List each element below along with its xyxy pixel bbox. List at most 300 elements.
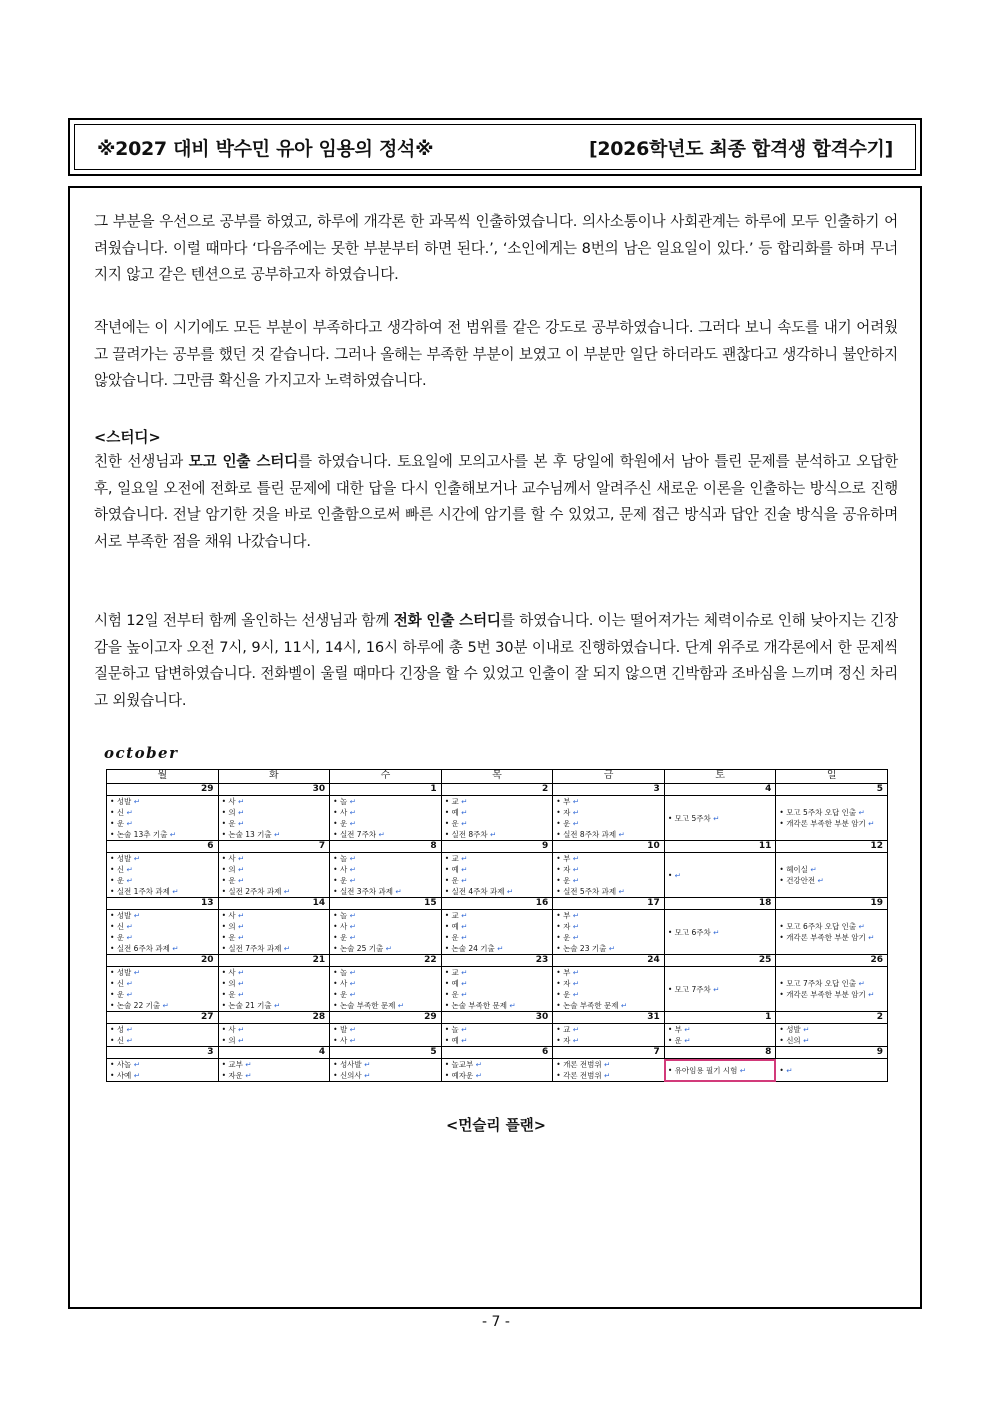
bullet-icon: • [444,979,452,988]
task-text: 모고 6주차 오답 인출 [786,922,857,931]
calendar-task-item [333,967,438,978]
calendar-task-item [222,853,327,864]
calendar-task-item [668,870,773,881]
calendar-task-item [222,796,327,807]
calendar-task-item [110,1070,215,1081]
bullet-icon: • [221,911,229,920]
return-mark-icon: ↵ [235,808,245,817]
task-text: 헤이실 [786,865,808,874]
bullet-icon: • [333,1071,340,1080]
calendar-task-item [668,1024,773,1035]
bullet-icon: • [556,808,564,817]
task-text: 예 [451,979,459,988]
calendar-task-item [222,910,327,921]
return-mark-icon: ↵ [570,819,579,828]
return-mark-icon: ↵ [124,819,133,828]
calendar-date-number: 7 [218,841,330,853]
calendar-day-cell [107,1059,219,1082]
task-text: 성발 [116,854,132,863]
calendar-task-item [110,886,215,897]
calendar-task-item [333,864,438,875]
return-mark-icon: ↵ [458,797,468,806]
bullet-icon: • [556,797,564,806]
bullet-icon: • [779,922,787,931]
weekday-header: 월 [107,770,219,784]
calendar-task-item [110,943,215,954]
calendar-task-item [556,853,661,864]
task-text: 예 [451,922,459,931]
task-text: 논술 부족한 문제 [339,1001,396,1010]
task-text: 부 [563,911,571,920]
calendar-task-row [107,1059,888,1082]
return-mark-icon: ↵ [458,1036,468,1045]
task-text: 운 [116,990,125,999]
return-mark-icon: ↵ [856,979,865,988]
bullet-icon: • [333,819,340,828]
calendar-day-cell [553,910,665,955]
return-mark-icon: ↵ [786,1065,793,1075]
task-text: 운 [451,819,459,828]
calendar-date-number: 2 [441,784,553,796]
bullet-icon: • [221,990,229,999]
calendar-task-item [110,875,215,886]
calendar-date-row [107,898,888,910]
calendar-task-item [445,1059,550,1070]
return-mark-icon: ↵ [570,1036,579,1045]
task-text: 신 [116,808,125,817]
bullet-icon: • [779,819,787,828]
task-text: 사놀 [116,1060,132,1069]
calendar-task-item [333,1035,438,1046]
return-mark-icon: ↵ [458,854,468,863]
calendar-date-number: 30 [441,1012,553,1024]
calendar-task-item [222,886,327,897]
calendar-task-item [779,875,884,886]
bullet-icon: • [221,865,229,874]
calendar-day-cell [553,967,665,1012]
return-mark-icon: ↵ [242,1071,252,1080]
return-mark-icon: ↵ [458,808,468,817]
calendar-task-item [222,943,327,954]
bullet-icon: • [333,968,340,977]
calendar-day-cell [218,853,330,898]
bullet-icon: • [444,887,452,896]
weekday-header: 수 [330,770,442,784]
bullet-icon: • [556,887,564,896]
calendar-day-cell [776,1024,888,1047]
return-mark-icon: ↵ [131,1071,140,1080]
return-mark-icon: ↵ [124,933,133,942]
task-text: 신의사 [339,1071,362,1080]
calendar-task-item [556,886,661,897]
calendar-date-number: 3 [107,1047,219,1059]
task-text: 부 [563,797,571,806]
calendar-day-cell [553,796,665,841]
task-text: 논술 13 기출 [228,830,272,839]
calendar-task-item [779,932,884,943]
bullet-icon: • [110,808,117,817]
task-text: 교 [451,911,459,920]
return-mark-icon: ↵ [347,797,356,806]
bullet-icon: • [444,819,452,828]
bullet-icon: • [667,1036,675,1045]
return-mark-icon: ↵ [458,1025,468,1034]
return-mark-icon: ↵ [131,968,140,977]
weekday-header: 목 [441,770,553,784]
task-text: 놀 [339,854,348,863]
calendar-task-item [779,818,884,829]
calendar-task-item [445,818,550,829]
bullet-icon: • [333,1036,340,1045]
bullet-icon: • [221,933,229,942]
return-mark-icon: ↵ [160,1001,169,1010]
calendar-task-item [556,910,661,921]
calendar-task-item [556,1000,661,1011]
calendar-task-item [445,886,550,897]
task-text: 운 [339,876,348,885]
task-text: 모고 6주차 [674,927,711,937]
bullet-icon: • [110,854,117,863]
task-text: 부 [674,1025,682,1034]
calendar-day-cell [553,1059,665,1082]
task-text: 사 [339,1036,348,1045]
bullet-icon: • [221,876,229,885]
calendar-task-item [222,1059,327,1070]
calendar-day-cell [441,910,553,955]
task-text: 유아임용 필기 시험 [674,1065,738,1075]
calendar-date-number: 25 [664,955,776,967]
calendar-task-item [556,1024,661,1035]
calendar-task-item [445,910,550,921]
bullet-icon: • [333,1060,340,1069]
bullet-icon: • [221,797,229,806]
calendar-task-item [779,1035,884,1046]
task-text: 운 [451,933,459,942]
return-mark-icon: ↵ [674,870,681,880]
calendar-day-cell [664,1024,776,1047]
bullet-icon: • [556,1071,564,1080]
task-text: 교 [451,854,459,863]
calendar-date-number: 4 [218,1047,330,1059]
calendar-date-number: 26 [776,955,888,967]
return-mark-icon: ↵ [169,887,179,896]
task-text: 개각론 부족한 부분 암기 [786,819,866,828]
calendar-task-item [222,1035,327,1046]
calendar-task-item [445,875,550,886]
calendar-task-item [779,807,884,818]
bullet-icon: • [556,911,564,920]
bullet-icon: • [556,1025,564,1034]
calendar-day-cell [218,1024,330,1047]
task-text: 사 [339,979,348,988]
return-mark-icon: ↵ [807,865,817,874]
bullet-icon: • [333,1025,340,1034]
task-text: 모고 7주차 [674,984,711,994]
return-mark-icon: ↵ [504,887,514,896]
bullet-icon: • [444,1071,452,1080]
bullet-icon: • [333,922,340,931]
bullet-icon: • [333,1001,340,1010]
return-mark-icon: ↵ [347,876,356,885]
task-text: 실전 8주차 [451,830,488,839]
calendar-day-cell [218,910,330,955]
bullet-icon: • [779,1025,787,1034]
task-text: 실전 1주차 과제 [116,887,170,896]
return-mark-icon: ↵ [570,990,579,999]
bullet-icon: • [779,808,787,817]
calendar-day-cell [107,1024,219,1047]
return-mark-icon: ↵ [124,922,133,931]
bullet-icon: • [779,1065,787,1075]
return-mark-icon: ↵ [376,830,385,839]
calendar-date-row [107,784,888,796]
return-mark-icon: ↵ [124,1025,133,1034]
calendar-day-cell [441,1059,553,1082]
return-mark-icon: ↵ [800,1025,810,1034]
header-left-title: ※2027 대비 박수민 유아 임용의 정석※ [97,137,434,160]
calendar-weekday-row [107,770,888,784]
return-mark-icon: ↵ [235,1036,245,1045]
calendar-day-cell [107,910,219,955]
bullet-icon: • [444,797,452,806]
weekday-header: 토 [664,770,776,784]
return-mark-icon: ↵ [473,1071,482,1080]
calendar-date-number: 24 [553,955,665,967]
bullet-icon: • [221,922,229,931]
return-mark-icon: ↵ [347,1036,356,1045]
calendar-task-item [556,807,661,818]
task-text: 성사발 [339,1060,362,1069]
calendar-task-item [110,1035,215,1046]
calendar-task-item [445,796,550,807]
bullet-icon: • [444,968,452,977]
bullet-icon: • [779,876,787,885]
task-text: 놀 [339,968,348,977]
return-mark-icon: ↵ [235,979,245,988]
bullet-icon: • [221,1071,229,1080]
return-mark-icon: ↵ [458,922,468,931]
bullet-icon: • [221,979,229,988]
calendar-task-item [445,864,550,875]
bullet-icon: • [110,933,117,942]
return-mark-icon: ↵ [618,1001,628,1010]
calendar-date-number: 23 [441,955,553,967]
bullet-icon: • [221,1036,229,1045]
calendar-task-item [222,1024,327,1035]
calendar-task-item [333,875,438,886]
calendar-task-item [110,818,215,829]
task-text: 부 [563,968,571,977]
calendar-day-cell [218,1059,330,1082]
calendar-date-number: 11 [664,841,776,853]
calendar-task-item [222,967,327,978]
calendar-day-cell [776,910,888,955]
calendar-date-number: 7 [553,1047,665,1059]
bullet-icon: • [444,1060,452,1069]
bullet-icon: • [556,944,564,953]
return-mark-icon: ↵ [570,968,579,977]
calendar-date-number: 22 [330,955,442,967]
bullet-icon: • [556,922,564,931]
calendar-task-item [556,932,661,943]
bullet-icon: • [444,922,452,931]
calendar-date-number: 31 [553,1012,665,1024]
bullet-icon: • [333,808,340,817]
return-mark-icon: ↵ [124,979,133,988]
bullet-icon: • [333,990,340,999]
calendar-task-item [556,1059,661,1070]
task-text: 실전 4주차 과제 [451,887,505,896]
calendar-task-row [107,1024,888,1047]
task-text: 사 [228,797,236,806]
calendar-date-number: 28 [218,1012,330,1024]
return-mark-icon: ↵ [487,830,497,839]
bullet-icon: • [333,830,340,839]
return-mark-icon: ↵ [361,1071,371,1080]
task-text: 사 [339,865,348,874]
return-mark-icon: ↵ [570,876,579,885]
return-mark-icon: ↵ [506,1001,516,1010]
calendar-task-item [222,1070,327,1081]
task-text: 신의 [786,1036,801,1045]
calendar-day-cell [107,967,219,1012]
task-text: 사예 [116,1071,132,1080]
task-text: 실전 2주차 과제 [228,887,282,896]
calendar-task-item [668,1065,773,1076]
calendar-task-item [333,989,438,1000]
task-text: 운 [116,819,125,828]
return-mark-icon: ↵ [235,797,245,806]
calendar-task-item [556,967,661,978]
header-inner [74,124,916,170]
return-mark-icon: ↵ [235,990,245,999]
calendar-day-cell [330,1059,442,1082]
calendar-task-row [107,796,888,841]
calendar-task-item [110,807,215,818]
task-text: 개론 전범위 [563,1060,602,1069]
return-mark-icon: ↵ [865,819,875,828]
task-text: 운 [563,819,571,828]
task-text: 각론 전범위 [563,1071,602,1080]
calendar-task-item [110,796,215,807]
paragraph-4-bold: 전화 인출 스터디 [393,612,501,629]
bullet-icon: • [333,933,340,942]
calendar-task-item [110,1059,215,1070]
task-text: 운 [674,1036,682,1045]
calendar-date-number: 29 [107,784,219,796]
task-text: 논술 23 기출 [563,944,607,953]
bullet-icon: • [110,968,117,977]
bullet-icon: • [556,990,564,999]
task-text: 논술 부족한 문제 [451,1001,507,1010]
return-mark-icon: ↵ [570,979,579,988]
return-mark-icon: ↵ [235,854,245,863]
return-mark-icon: ↵ [392,887,402,896]
return-mark-icon: ↵ [856,808,865,817]
return-mark-icon: ↵ [710,984,720,994]
header-right-title: [2026학년도 최종 합격생 합격수기] [588,137,893,160]
calendar-date-number: 29 [330,1012,442,1024]
task-text: 예자운 [451,1071,474,1080]
task-text: 의 [228,1036,236,1045]
calendar-task-item [222,989,327,1000]
calendar-task-item [222,932,327,943]
task-text: 성발 [116,968,132,977]
bullet-icon: • [333,979,340,988]
calendar-task-item [556,1035,661,1046]
calendar-task-item [668,1035,773,1046]
return-mark-icon: ↵ [281,887,291,896]
paragraph-3-b: 를 하였습니다. 토요일에 모의고사를 본 후 당일에 학원에서 남아 틀린 문제를 분석하고 오답한 후, 일요일 오전에 전화로 틀린 문제에 대한 답을 다시 인출해보거나 교수님께서 알려주신 새로운 이론을 인출하는 방식으로 진행하였습니다. 전날 암기한 것을 바로 인출함으로써 빠른 시간에 암기를 할 수 있었고, 문제 접근 방식과 답안 진술 방식을 공유하며 서로 부족한 점을 채워 나갔습니다. [94,453,898,550]
calendar-date-number: 13 [107,898,219,910]
calendar-date-number: 10 [553,841,665,853]
task-text: 자 [563,1036,571,1045]
return-mark-icon: ↵ [865,933,875,942]
calendar-task-item [445,921,550,932]
task-text: 성 [116,1025,125,1034]
calendar-date-number: 9 [441,841,553,853]
bullet-icon: • [444,944,452,953]
bullet-icon: • [556,876,564,885]
return-mark-icon: ↵ [347,808,356,817]
calendar-date-number: 4 [664,784,776,796]
calendar-day-cell [664,1059,776,1082]
calendar-date-number: 14 [218,898,330,910]
calendar-body [107,784,888,1082]
task-text: 신 [116,922,125,931]
bullet-icon: • [221,854,229,863]
return-mark-icon: ↵ [124,990,133,999]
calendar-task-item [110,921,215,932]
return-mark-icon: ↵ [570,1025,579,1034]
calendar-date-row [107,841,888,853]
return-mark-icon: ↵ [458,968,468,977]
return-mark-icon: ↵ [347,990,356,999]
task-text: 논술 25 기출 [339,944,384,953]
task-text: 실전 7주차 [339,830,377,839]
task-text: 자 [563,922,571,931]
return-mark-icon: ↵ [570,808,579,817]
return-mark-icon: ↵ [570,865,579,874]
bullet-icon: • [444,933,452,942]
calendar-task-item [556,875,661,886]
calendar-task-item [222,818,327,829]
calendar-task-item [333,796,438,807]
bullet-icon: • [110,797,117,806]
paragraph-4-a: 시험 12일 전부터 함께 올인하는 선생님과 함께 [94,612,394,629]
task-text: 논술 부족한 문제 [563,1001,619,1010]
calendar-day-cell [107,853,219,898]
calendar-task-item [445,829,550,840]
bullet-icon: • [556,819,564,828]
calendar-date-number: 5 [776,784,888,796]
return-mark-icon: ↵ [347,922,356,931]
return-mark-icon: ↵ [235,1025,245,1034]
calendar-task-item [556,829,661,840]
calendar-day-cell [218,796,330,841]
bullet-icon: • [779,990,787,999]
task-text: 실전 7주차 과제 [228,944,282,953]
bullet-icon: • [444,854,452,863]
bullet-icon: • [333,876,340,885]
task-text: 신 [116,865,125,874]
return-mark-icon: ↵ [281,944,291,953]
calendar-date-number: 12 [776,841,888,853]
bullet-icon: • [110,922,117,931]
task-text: 예 [451,865,459,874]
bullet-icon: • [110,887,117,896]
task-text: 부 [563,854,571,863]
